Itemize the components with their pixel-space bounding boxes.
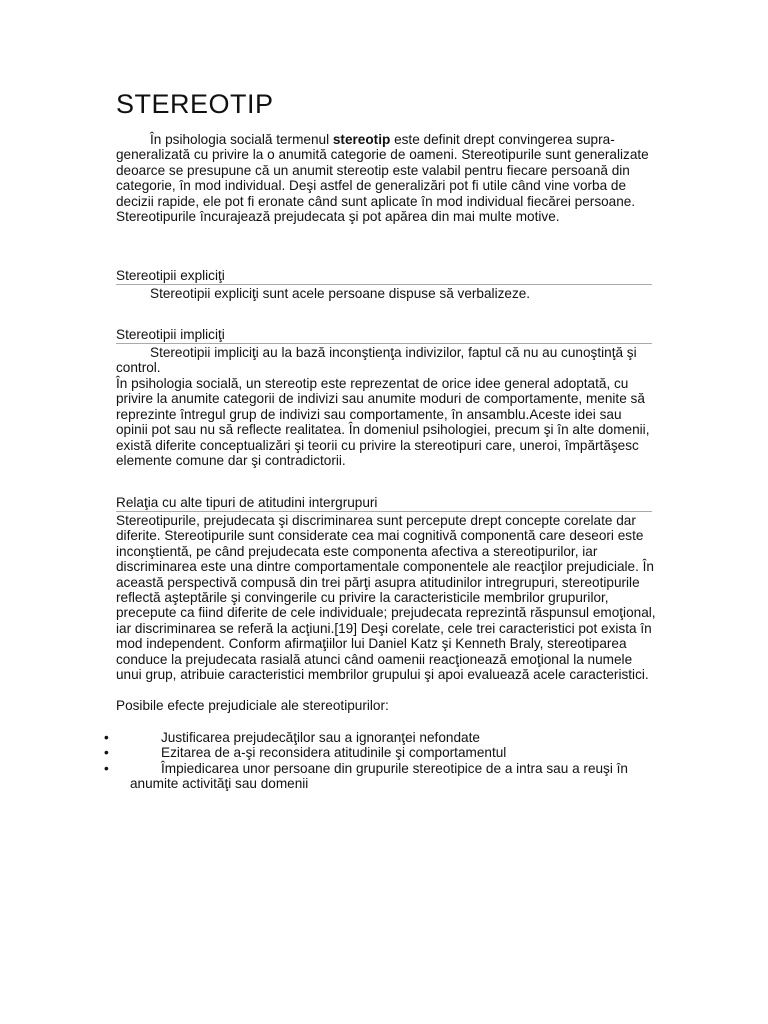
list-item-text: Justificarea prejudecăţilor sau a ignoranţei nefondate	[161, 730, 480, 745]
intro-text-start: În psihologia socială termenul	[150, 132, 333, 147]
implicit-continuation-paragraph: În psihologia socială, un stereotip este reprezentat de orice idee general adoptată, cu privire la anumite categorii de indivizi sau anumite moduri de comportamente, menite să reprezinte întregul grup de indivizi sau comportamente, în ansamblu.Aceste idei sau opinii pot sau nu să reflecte realitatea. În domeniul psihologiei, precum şi în alte domenii, există diferite conceptualizări şi teorii cu privire la stereotipuri care, uneroi, împărtăşesc elemente comune dar şi contradictorii.	[116, 376, 650, 469]
intro-bold-term: stereotip	[332, 132, 391, 147]
bullet-icon: •	[104, 745, 109, 761]
list-item	[100, 761, 660, 792]
list-item-text: Împiedicarea unor persoane din grupurile stereotipice de a intra sau a reuşi în anumite activităţi sau domenii	[130, 760, 628, 792]
heading-explicit: Stereotipii expliciţi	[116, 268, 652, 285]
implicit-paragraph: Stereotipii impliciţi au la bază inconştienţa indivizilor, faptul că nu au cunoştinţă şi control.	[116, 345, 637, 376]
effects-list	[100, 730, 660, 792]
heading-relation: Relaţia cu alte tipuri de atitudini intergrupuri	[116, 495, 652, 512]
intro-text-end: este definit drept convingerea supra-generalizată cu privire la o anumită categorie de oameni. Stereotipurile sunt generalizate deoarce se presupune că un anumit stereotip este valabil pentru fiecare persoană din categorie, în mod individual. Deşi astfel de generalizări pot fi utile când vine vorba de decizii rapide, ele pot fi eronate când sunt aplicate în mod individual fiecărei persoane. Stereotipurile încurajează prejudecata şi pot apărea din mai multe motive.	[116, 132, 649, 225]
explicit-paragraph: Stereotipii expliciţi sunt acele persoane dispuse să verbalizeze.	[150, 286, 531, 301]
effects-intro: Posibile efecte prejudiciale ale stereotipurilor:	[116, 698, 389, 713]
list-item	[100, 745, 660, 760]
heading-implicit: Stereotipii impliciţi	[116, 327, 652, 344]
list-item-text: Ezitarea de a-şi reconsidera atitudinile şi comportamentul	[161, 745, 507, 761]
bullet-icon: •	[104, 730, 109, 745]
relation-paragraph: Stereotipurile, prejudecata şi discriminarea sunt percepute drept concepte corelate dar diferite. Stereotipurile sunt considerate cea mai cognitivă componentă care deseori este inconştientă, pe când prejudecata este componenta afectiva a stereotipurilor, iar discriminarea este una dintre comportamentale componentele ale reacţilor prejudiciale. În această perspectivă compusă din trei părţi asupra atitudinilor intregrupuri, stereotipurile reflectă aşteptările şi convingerile cu privire la caracteristicile membrilor grupurilor, precepute ca fiind diferite de cele individuale; prejudecata reprezintă răspunsul emoţional, iar discriminarea se referă la acţiuni.[19] Deşi corelate, cele trei caracteristici pot exista în mod independent. Conform afirmaţiilor lui Daniel Katz şi Kenneth Braly, stereotiparea conduce la prejudecata rasială atunci când oamenii reacţionează emoţional la numele unui grup, atribuie caracteristici membrilor grupului şi apoi evaluează acele caracteristici.	[116, 513, 656, 683]
document-title: STEREOTIP	[116, 89, 274, 119]
intro-paragraph	[116, 132, 656, 224]
bullet-icon: •	[104, 760, 109, 776]
list-item	[100, 730, 660, 745]
